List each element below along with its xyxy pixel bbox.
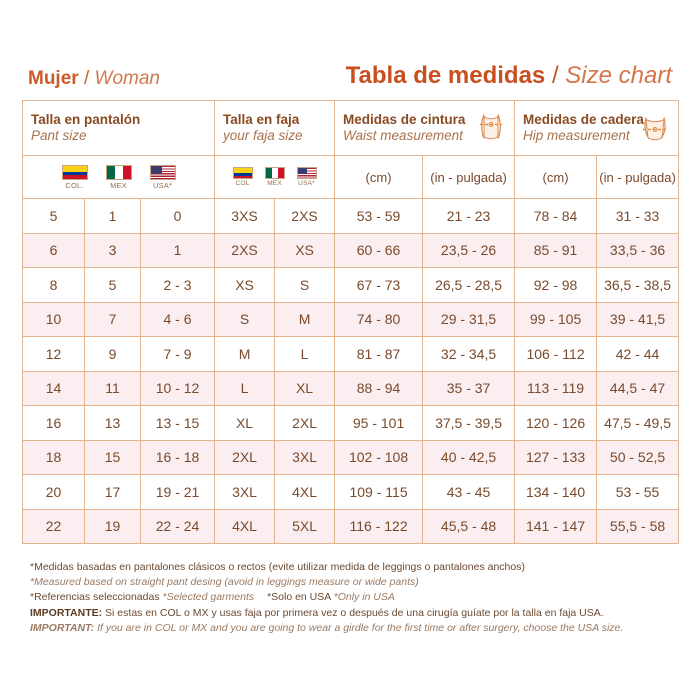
title-separator: / bbox=[83, 68, 90, 89]
cell-faja-usa: 4XL bbox=[275, 475, 335, 510]
note-usa-only-es: *Solo en USA bbox=[267, 591, 331, 604]
cell-faja-col: 3XS bbox=[215, 199, 275, 234]
table-row bbox=[23, 440, 679, 475]
colombia-flag-icon bbox=[233, 167, 253, 179]
note-references-es: *Referencias seleccionadas bbox=[30, 591, 160, 604]
cell-hip-cm: 106 - 112 bbox=[515, 337, 597, 372]
note-important-es bbox=[30, 606, 678, 621]
page-title-separator: / bbox=[551, 62, 559, 89]
cell-pant-usa: 16 - 18 bbox=[141, 440, 215, 475]
pant-flag-col-label: COL. bbox=[65, 180, 84, 190]
page-title bbox=[346, 62, 672, 90]
cell-hip-in: 55,5 - 58 bbox=[597, 509, 679, 544]
size-chart-body bbox=[23, 199, 679, 544]
waist-unit-in: (in - pulgada) bbox=[423, 156, 515, 199]
cell-faja-usa: 3XL bbox=[275, 440, 335, 475]
faja-flag-mex-label: MEX bbox=[267, 180, 282, 187]
cell-hip-in: 39 - 41,5 bbox=[597, 302, 679, 337]
cell-faja-usa: L bbox=[275, 337, 335, 372]
note-important-label-en: IMPORTANT: bbox=[30, 621, 95, 634]
group-waist-es: Medidas de cintura bbox=[343, 112, 466, 128]
cell-pant-usa: 19 - 21 bbox=[141, 475, 215, 510]
group-pant-size-en: Pant size bbox=[31, 128, 87, 143]
cell-faja-col: L bbox=[215, 371, 275, 406]
cell-faja-col: 2XS bbox=[215, 233, 275, 268]
cell-pant-usa: 22 - 24 bbox=[141, 509, 215, 544]
faja-flag-col-label: COL bbox=[235, 180, 250, 187]
table-row bbox=[23, 199, 679, 234]
size-chart-table bbox=[22, 100, 679, 544]
cell-waist-cm: 81 - 87 bbox=[335, 337, 423, 372]
pant-flag-usa-label: USA* bbox=[152, 180, 173, 190]
cell-faja-col: 3XL bbox=[215, 475, 275, 510]
cell-hip-cm: 113 - 119 bbox=[515, 371, 597, 406]
cell-hip-cm: 127 - 133 bbox=[515, 440, 597, 475]
note-references-row bbox=[30, 590, 678, 605]
cell-pant-mex: 9 bbox=[85, 337, 141, 372]
page-header bbox=[22, 0, 678, 100]
cell-waist-in: 37,5 - 39,5 bbox=[423, 406, 515, 441]
cell-pant-usa: 1 bbox=[141, 233, 215, 268]
cell-waist-cm: 109 - 115 bbox=[335, 475, 423, 510]
group-waist bbox=[335, 101, 515, 156]
group-pant-size bbox=[23, 101, 215, 156]
cell-waist-cm: 67 - 73 bbox=[335, 268, 423, 303]
table-row bbox=[23, 337, 679, 372]
cell-waist-cm: 88 - 94 bbox=[335, 371, 423, 406]
cell-hip-in: 33,5 - 36 bbox=[597, 233, 679, 268]
group-faja-size bbox=[215, 101, 335, 156]
table-row bbox=[23, 475, 679, 510]
hip-unit-in: (in - pulgada) bbox=[597, 156, 679, 199]
note-measurement-es: *Medidas basadas en pantalones clásicos o rectos (evite utilizar medida de leggings o pantalones anchos) bbox=[30, 561, 525, 573]
cell-pant-mex: 11 bbox=[85, 371, 141, 406]
cell-waist-cm: 53 - 59 bbox=[335, 199, 423, 234]
cell-faja-usa: M bbox=[275, 302, 335, 337]
cell-pant-col: 10 bbox=[23, 302, 85, 337]
usa-flag-icon bbox=[297, 167, 317, 179]
cell-pant-col: 6 bbox=[23, 233, 85, 268]
cell-waist-in: 29 - 31,5 bbox=[423, 302, 515, 337]
cell-waist-cm: 60 - 66 bbox=[335, 233, 423, 268]
cell-faja-col: XS bbox=[215, 268, 275, 303]
cell-hip-cm: 134 - 140 bbox=[515, 475, 597, 510]
cell-pant-mex: 7 bbox=[85, 302, 141, 337]
cell-pant-col: 8 bbox=[23, 268, 85, 303]
cell-pant-usa: 4 - 6 bbox=[141, 302, 215, 337]
cell-pant-col: 18 bbox=[23, 440, 85, 475]
note-important-en bbox=[30, 621, 678, 636]
table-row bbox=[23, 509, 679, 544]
cell-waist-cm: 102 - 108 bbox=[335, 440, 423, 475]
audience-title bbox=[28, 68, 160, 90]
note-measurement-en: *Measured based on straight pant desing (avoid in leggings measure or wide pants) bbox=[30, 576, 419, 589]
cell-waist-cm: 74 - 80 bbox=[335, 302, 423, 337]
cell-pant-mex: 1 bbox=[85, 199, 141, 234]
cell-waist-in: 32 - 34,5 bbox=[423, 337, 515, 372]
cell-faja-col: M bbox=[215, 337, 275, 372]
page-title-en: Size chart bbox=[565, 62, 672, 89]
cell-pant-mex: 19 bbox=[85, 509, 141, 544]
faja-flag-usa-label: USA* bbox=[298, 180, 315, 187]
cell-hip-in: 31 - 33 bbox=[597, 199, 679, 234]
cell-pant-mex: 17 bbox=[85, 475, 141, 510]
page-title-es: Tabla de medidas bbox=[345, 62, 546, 89]
flags-row bbox=[23, 156, 679, 199]
note-usa-only-en: *Only in USA bbox=[333, 591, 395, 604]
cell-waist-cm: 116 - 122 bbox=[335, 509, 423, 544]
cell-hip-in: 47,5 - 49,5 bbox=[597, 406, 679, 441]
cell-faja-usa: S bbox=[275, 268, 335, 303]
cell-hip-cm: 85 - 91 bbox=[515, 233, 597, 268]
cell-waist-in: 26,5 - 28,5 bbox=[423, 268, 515, 303]
cell-pant-col: 5 bbox=[23, 199, 85, 234]
cell-waist-in: 23,5 - 26 bbox=[423, 233, 515, 268]
cell-hip-in: 53 - 55 bbox=[597, 475, 679, 510]
cell-waist-in: 21 - 23 bbox=[423, 199, 515, 234]
cell-pant-col: 20 bbox=[23, 475, 85, 510]
pant-flag-usa bbox=[146, 165, 180, 190]
cell-hip-in: 50 - 52,5 bbox=[597, 440, 679, 475]
table-row bbox=[23, 268, 679, 303]
cell-waist-cm: 95 - 101 bbox=[335, 406, 423, 441]
cell-pant-usa: 10 - 12 bbox=[141, 371, 215, 406]
pant-flags-cell bbox=[23, 156, 215, 199]
cell-pant-mex: 15 bbox=[85, 440, 141, 475]
cell-faja-usa: XL bbox=[275, 371, 335, 406]
cell-faja-usa: 2XL bbox=[275, 406, 335, 441]
faja-flag-col bbox=[230, 167, 256, 187]
cell-pant-col: 14 bbox=[23, 371, 85, 406]
colombia-flag-icon bbox=[62, 165, 88, 180]
cell-waist-in: 40 - 42,5 bbox=[423, 440, 515, 475]
group-hip bbox=[515, 101, 679, 156]
cell-hip-in: 36,5 - 38,5 bbox=[597, 268, 679, 303]
waist-icon bbox=[474, 110, 508, 147]
note-important-label-es: IMPORTANTE: bbox=[30, 606, 103, 619]
audience-title-en: Woman bbox=[94, 68, 160, 89]
footnotes bbox=[22, 560, 678, 636]
pant-flag-mex bbox=[102, 165, 136, 190]
pant-flag-col bbox=[58, 165, 92, 190]
group-faja-size-es: Talla en faja bbox=[223, 112, 300, 128]
note-references-en: *Selected garments bbox=[162, 591, 255, 604]
group-pant-size-es: Talla en pantalón bbox=[31, 112, 141, 128]
group-waist-en: Waist measurement bbox=[343, 128, 463, 143]
cell-pant-mex: 5 bbox=[85, 268, 141, 303]
cell-hip-cm: 99 - 105 bbox=[515, 302, 597, 337]
hip-icon bbox=[638, 110, 672, 147]
group-hip-en: Hip measurement bbox=[523, 128, 630, 143]
cell-pant-col: 22 bbox=[23, 509, 85, 544]
cell-pant-usa: 13 - 15 bbox=[141, 406, 215, 441]
mexico-flag-icon bbox=[106, 165, 132, 180]
table-row bbox=[23, 302, 679, 337]
waist-unit-cm: (cm) bbox=[335, 156, 423, 199]
cell-hip-cm: 120 - 126 bbox=[515, 406, 597, 441]
table-row bbox=[23, 406, 679, 441]
cell-faja-col: 2XL bbox=[215, 440, 275, 475]
group-header-row bbox=[23, 101, 679, 156]
table-row bbox=[23, 233, 679, 268]
group-hip-es: Medidas de cadera bbox=[523, 112, 644, 128]
cell-pant-col: 12 bbox=[23, 337, 85, 372]
cell-pant-col: 16 bbox=[23, 406, 85, 441]
group-faja-size-en: your faja size bbox=[223, 128, 303, 143]
faja-flag-usa bbox=[294, 167, 320, 187]
cell-faja-usa: XS bbox=[275, 233, 335, 268]
cell-faja-col: 4XL bbox=[215, 509, 275, 544]
pant-flag-mex-label: MEX bbox=[110, 180, 127, 190]
hip-unit-cm: (cm) bbox=[515, 156, 597, 199]
cell-pant-usa: 0 bbox=[141, 199, 215, 234]
table-row bbox=[23, 371, 679, 406]
note-important-text-es: Si estas en COL o MX y usas faja por primera vez o después de una cirugía guíate por la talla en faja USA. bbox=[102, 606, 604, 619]
faja-flag-mex bbox=[262, 167, 288, 187]
cell-faja-col: XL bbox=[215, 406, 275, 441]
cell-faja-usa: 2XS bbox=[275, 199, 335, 234]
note-important-text-en: If you are in COL or MX and you are going to wear a girdle for the first time or after surgery, choose the USA size. bbox=[94, 621, 624, 634]
cell-pant-usa: 2 - 3 bbox=[141, 268, 215, 303]
cell-waist-in: 43 - 45 bbox=[423, 475, 515, 510]
cell-hip-cm: 92 - 98 bbox=[515, 268, 597, 303]
cell-faja-col: S bbox=[215, 302, 275, 337]
cell-pant-mex: 13 bbox=[85, 406, 141, 441]
cell-waist-in: 45,5 - 48 bbox=[423, 509, 515, 544]
cell-pant-usa: 7 - 9 bbox=[141, 337, 215, 372]
cell-hip-cm: 78 - 84 bbox=[515, 199, 597, 234]
cell-faja-usa: 5XL bbox=[275, 509, 335, 544]
cell-pant-mex: 3 bbox=[85, 233, 141, 268]
cell-hip-in: 42 - 44 bbox=[597, 337, 679, 372]
cell-hip-cm: 141 - 147 bbox=[515, 509, 597, 544]
usa-flag-icon bbox=[150, 165, 176, 180]
audience-title-es: Mujer bbox=[28, 68, 79, 89]
faja-flags-cell bbox=[215, 156, 335, 199]
cell-waist-in: 35 - 37 bbox=[423, 371, 515, 406]
cell-hip-in: 44,5 - 47 bbox=[597, 371, 679, 406]
mexico-flag-icon bbox=[265, 167, 285, 179]
